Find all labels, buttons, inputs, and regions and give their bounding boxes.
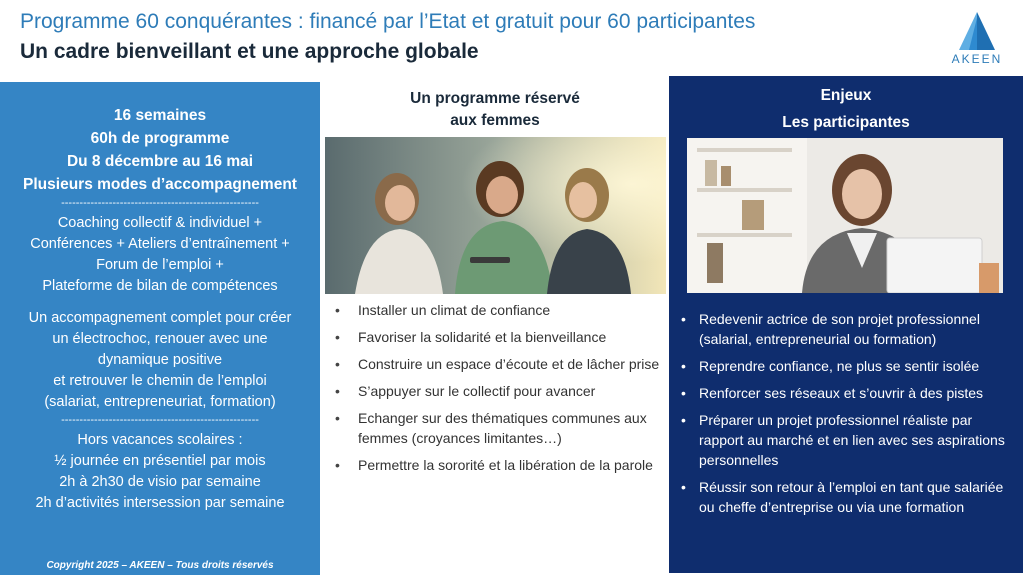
mode-item: Forum de l’emploi +: [96, 257, 224, 273]
copyright: Copyright 2025 – AKEEN – Tous droits réservés: [46, 560, 274, 571]
program-modes-heading: Plusieurs modes d’accompagnement: [23, 176, 297, 193]
list-item: • Echanger sur des thématiques communes aux femmes (croyances limitantes…): [335, 408, 665, 448]
schedule-line: 2h d’activités intersession par semaine: [35, 495, 285, 511]
list-item: • Renforcer ses réseaux et s’ouvrir à des pistes: [679, 383, 1017, 403]
page-subtitle: Un cadre bienveillant et une approche globale: [20, 40, 479, 63]
list-item: • Redevenir actrice de son projet professionnel (salarial, entrepreneurial ou formation): [679, 309, 1017, 349]
description-line: Un accompagnement complet pour créer: [28, 310, 292, 326]
women-program-title: Un programme réservé aux femmes: [410, 90, 580, 129]
list-item: • Préparer un projet professionnel réaliste par rapport au marché et en lien avec ses aspirations personnelles: [679, 410, 1017, 470]
participant-photo: [687, 138, 1003, 293]
program-hours: 60h de programme: [90, 130, 230, 147]
list-item: • Favoriser la solidarité et la bienveillance: [335, 327, 665, 347]
description-line: un électrochoc, renouer avec une: [52, 331, 268, 347]
stakes-panel: [669, 76, 1023, 573]
mode-item: Plateforme de bilan de compétences: [42, 278, 278, 294]
women-group-photo: [325, 137, 666, 294]
program-dates: Du 8 décembre au 16 mai: [66, 153, 254, 170]
list-item: • S’appuyer sur le collectif pour avancer: [335, 381, 665, 401]
stakes-bullets: [679, 309, 1017, 524]
list-item: • Réussir son retour à l’emploi en tant que salariée ou cheffe d’entreprise ou via une formation: [679, 477, 1017, 517]
separator: ------------------------------------------------------: [61, 414, 259, 426]
schedule-line: 2h à 2h30 de visio par semaine: [59, 474, 261, 490]
description-line: dynamique positive: [97, 352, 223, 368]
schedule-line: ½ journée en présentiel par mois: [54, 453, 266, 469]
women-program-bullets: [335, 300, 665, 482]
akeen-logo: [942, 12, 1012, 72]
mode-item: Conférences + Ateliers d’entraînement +: [30, 236, 290, 252]
schedule-line: Hors vacances scolaires :: [77, 432, 243, 448]
list-item: • Construire un espace d’écoute et de lâcher prise: [335, 354, 665, 374]
list-item: • Reprendre confiance, ne plus se sentir isolée: [679, 356, 1017, 376]
list-item: • Permettre la sororité et la libération de la parole: [335, 455, 665, 475]
description-line: et retrouver le chemin de l’emploi: [53, 373, 267, 389]
stakes-title: Enjeux Les participantes: [782, 87, 910, 131]
program-info-panel: [0, 82, 320, 575]
list-item: • Installer un climat de confiance: [335, 300, 665, 320]
logo-text: AKEEN: [951, 52, 1003, 66]
separator: ------------------------------------------------------: [61, 197, 259, 209]
description-line: (salariat, entrepreneuriat, formation): [44, 394, 276, 410]
page-title: Programme 60 conquérantes : financé par l’Etat et gratuit pour 60 participantes: [20, 10, 756, 33]
program-duration: 16 semaines: [113, 107, 207, 124]
mode-item: Coaching collectif & individuel +: [57, 215, 263, 231]
mountain-logo-icon: [957, 12, 997, 50]
